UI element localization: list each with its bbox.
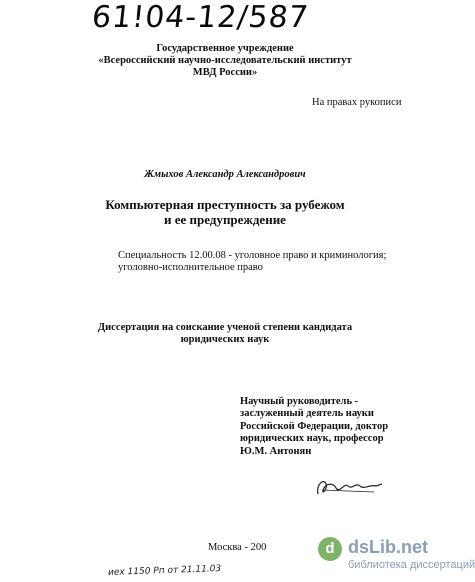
advisor-signature xyxy=(314,474,384,500)
advisor-line-3: Российской Федерации, доктор xyxy=(240,421,389,432)
institution-line-2: «Всероссийский научно-исследовательский институт xyxy=(98,55,352,66)
dslib-logo-icon: d xyxy=(318,537,342,561)
title-line-2: и ее предупреждение xyxy=(164,212,286,227)
advisor-line-2: заслуженный деятель науки xyxy=(240,408,374,419)
watermark-site-name: dsLib.net xyxy=(348,537,428,557)
title-line-1: Компьютерная преступность за рубежом xyxy=(105,197,345,212)
dissertation-line-2: юридических наук xyxy=(180,334,270,345)
city-year: Москва - 200 xyxy=(208,542,267,553)
dslib-watermark xyxy=(318,537,475,579)
watermark-subtitle: библиотека диссертаций xyxy=(348,559,475,571)
specialty-line-2: уголовно-исполнительное право xyxy=(118,262,263,273)
dissertation-line-1: Диссертация на соискание ученой степени кандидата xyxy=(97,322,353,333)
advisor-line-1: Научный руководитель - xyxy=(240,396,359,407)
institution-line-3: МВД России» xyxy=(192,67,258,78)
advisor-line-5: Ю.М. Антонян xyxy=(240,446,312,457)
specialty-line-1: Специальность 12.00.08 - уголовное право и криминология; xyxy=(118,250,387,261)
handwritten-registration-note: иех 1150 Рп от 21.11.03 xyxy=(107,564,222,578)
author-name: Жмыхов Александр Александрович xyxy=(144,169,306,180)
institution-line-1: Государственное учреждение xyxy=(156,43,294,54)
rights-note: На правах рукописи xyxy=(312,97,402,108)
advisor-line-4: юридических наук, профессор xyxy=(240,433,384,444)
handwritten-archive-number: 61!04-12/587 xyxy=(90,0,311,35)
